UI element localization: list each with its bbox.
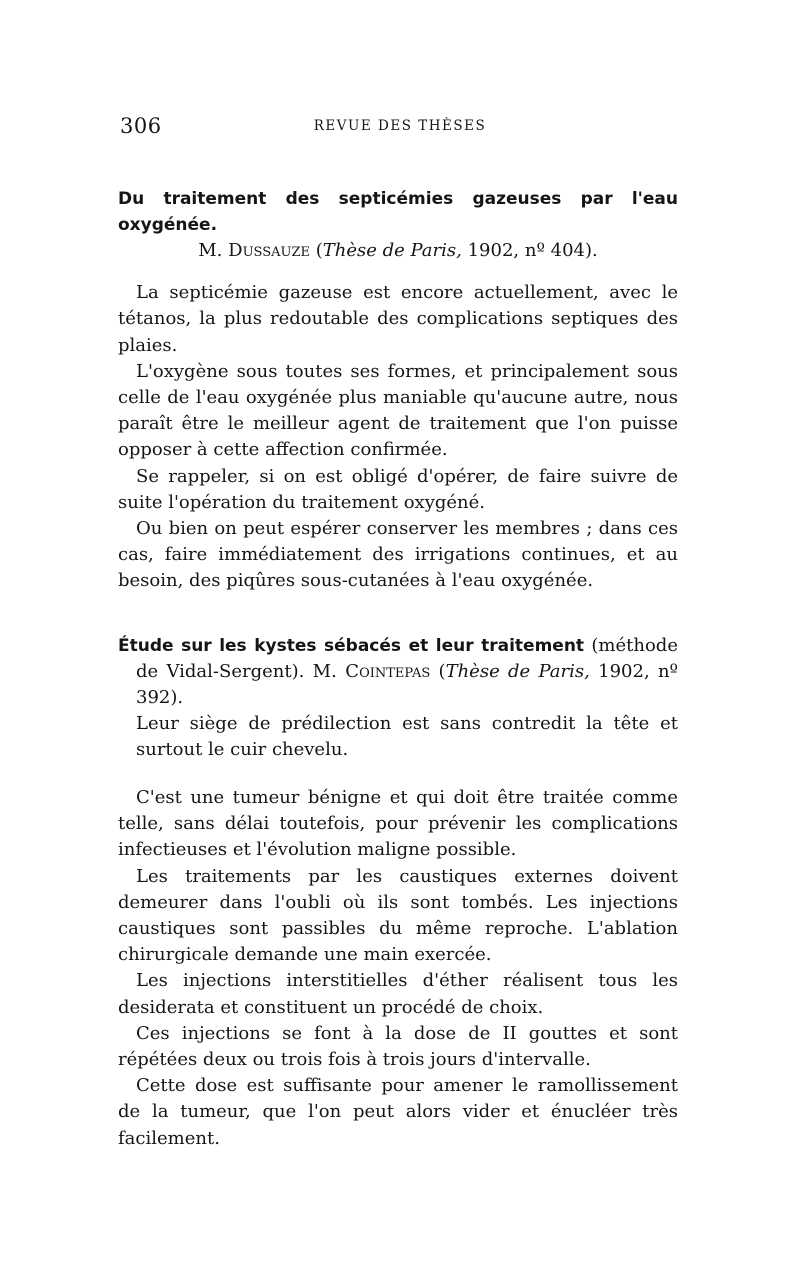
- article-cointepas: [118, 633, 678, 1152]
- article-byline: [118, 238, 678, 264]
- section-spacer: [118, 595, 678, 633]
- author-prefix: M.: [198, 240, 223, 261]
- citation-open: (: [430, 660, 446, 682]
- section-spacer: [118, 763, 678, 785]
- article-intro: Leur siège de prédilection est sans contredit la tête et surtout le cuir chevelu.: [136, 712, 678, 760]
- paragraph: Se rappeler, si on est obligé d'opérer, de faire suivre de suite l'opération du traitement oxygéné.: [118, 465, 678, 513]
- article-title-rest: (méthode de Vidal-Sergent).: [136, 634, 678, 682]
- article-title: Du traitement des septicémies gazeuses par l'eau oxygénée.: [118, 189, 678, 235]
- page-number: 306: [120, 114, 162, 138]
- citation-italic: Thèse de Paris,: [445, 660, 590, 682]
- paragraph: Les injections interstitielles d'éther réalisent tous les desiderata et constituent un procédé de choix.: [118, 970, 678, 1018]
- paragraph: Ou bien on peut espérer conserver les membres ; dans ces cas, faire immédiatement des irrigations continues, et au besoin, des piqûres sous-cutanées à l'eau oxygénée.: [118, 518, 678, 592]
- author-prefix: M.: [304, 660, 337, 682]
- paragraph: C'est une tumeur bénigne et qui doit être traitée comme telle, sans délai toutefois, pour prévenir les complications infectieuses et l'évolution maligne possible.: [118, 787, 678, 861]
- paragraph: Ces injections se font à la dose de II gouttes et sont répétées deux ou trois fois à trois jours d'intervalle.: [118, 1022, 678, 1071]
- paragraph: L'oxygène sous toutes ses formes, et principalement sous celle de l'eau oxygénée plus maniable qu'aucune autre, nous paraît être le meilleur agent de traitement que l'on puisse opposer à cette affection confirmée.: [118, 360, 678, 461]
- citation-open: (: [315, 240, 323, 261]
- citation-rest: 1902, nº 404).: [461, 240, 598, 261]
- author-name: Cointepas: [345, 660, 431, 682]
- paragraph: La septicémie gazeuse est encore actuellement, avec le tétanos, la plus redoutable des complications septiques des plaies.: [118, 282, 678, 356]
- article-title-bold: Étude sur les kystes sébacés et leur traitement: [118, 635, 585, 656]
- running-title: REVUE DES THÈSES: [313, 118, 487, 134]
- author-name: Dussauze: [228, 240, 310, 261]
- page-content: [118, 186, 678, 1152]
- article-dussauze: [118, 186, 678, 595]
- citation-rest: 1902, nº 392).: [136, 660, 679, 708]
- paragraph: Les traitements par les caustiques externes doivent demeurer dans l'oubli où ils sont tombés. Les injections caustiques sont passibles du même reproche. L'ablation chirurgicale demande une main exercée.: [118, 865, 678, 966]
- article-title: [118, 633, 678, 711]
- citation-italic: Thèse de Paris,: [322, 240, 462, 261]
- paragraph: Cette dose est suffisante pour amener le ramollissement de la tumeur, que l'on peut alors vider et énucléer très facilement.: [118, 1075, 678, 1149]
